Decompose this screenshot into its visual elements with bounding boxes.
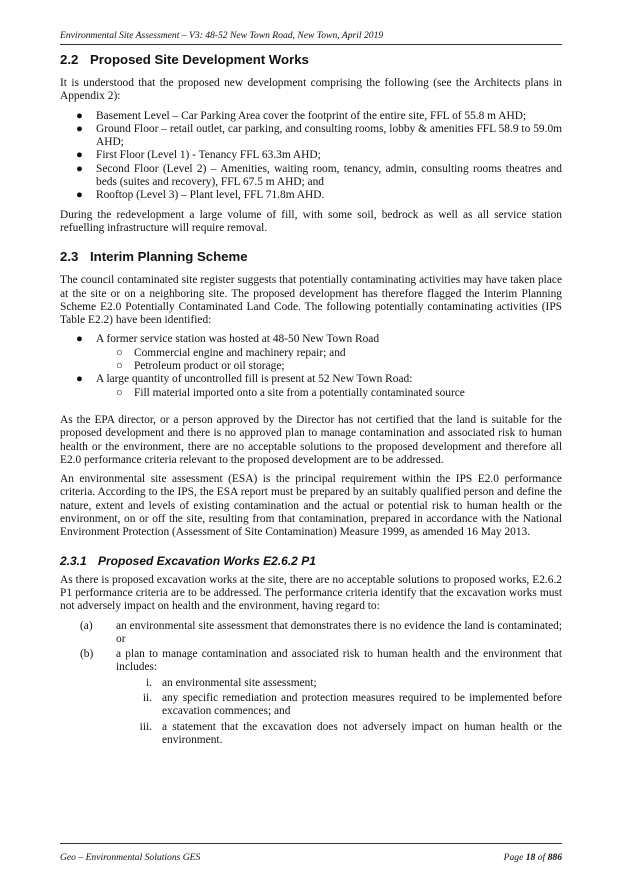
bullet-icon: ● <box>76 122 83 135</box>
item-label: (a) <box>80 619 93 632</box>
bullet-list <box>60 333 562 399</box>
criteria-item-b <box>60 648 562 675</box>
bullet-icon: ● <box>76 373 83 386</box>
subitem-text: an environmental site assessment; <box>162 676 317 689</box>
criteria-item-a <box>60 620 562 647</box>
criteria-subitem <box>60 677 562 690</box>
paragraph: It is understood that the proposed new development comprising the following (see the Architects plans in Appendix 2): <box>60 77 562 103</box>
criteria-subitem <box>60 721 562 748</box>
section-heading-2-2 <box>60 52 562 67</box>
sub-list-item: ○ Petroleum product or oil storage; <box>116 360 285 373</box>
list-item: ● Second Floor (Level 2) – Amenities, waiting room, tenancy, admin, consulting rooms theatres and beds (suites and recovery), FFL 67.5 m AHD; and <box>76 162 562 189</box>
bullet-list <box>60 110 562 203</box>
bullet-icon: ● <box>76 162 83 175</box>
footer-divider <box>60 843 562 844</box>
bullet-icon: ● <box>76 149 83 162</box>
section-title: Proposed Site Development Works <box>90 52 309 67</box>
item-label: (b) <box>80 648 94 661</box>
page-number: Page 18 of 886 <box>503 852 562 863</box>
list-item: ● Rooftop (Level 3) – Plant level, FFL 71.8m AHD. <box>76 189 325 202</box>
list-item: ● Basement Level – Car Parking Area cover the footprint of the entire site, FFL of 55.8 m AHD; <box>76 109 527 122</box>
paragraph: The council contaminated site register suggests that potentially contaminating activities may have taken place at the site or on a neighboring site. The proposed development has therefore flagged the Interim Planning Scheme E2.0 Potentially Contaminated Land Code. The following potentially contaminating activities (IPS Table E2.2) have been identified: <box>60 274 562 327</box>
subsection-heading-2-3-1 <box>60 554 562 568</box>
paragraph: As the EPA director, or a person approved by the Director has not certified that the land is suitable for the proposed development and there is no approved plan to manage contamination and associated risk to human health or the environment, there are no acceptable solutions to the proposed development and therefore all E2.0 performance criteria relevant to the proposed development are to be addressed. <box>60 413 562 466</box>
page-total: 886 <box>547 852 562 863</box>
list-item: ● First Floor (Level 1) - Tenancy FFL 63.3m AHD; <box>76 149 321 162</box>
item-text: a plan to manage contamination and associated risk to human health and the environment that includes: <box>116 648 562 674</box>
sub-bullet-list <box>96 387 562 400</box>
circle-bullet-icon: ○ <box>116 346 123 359</box>
page-content <box>60 52 562 749</box>
section-number: 2.3 <box>60 249 79 265</box>
header-divider <box>60 44 562 45</box>
list-item: ● Ground Floor – retail outlet, car parking, and consulting rooms, lobby & amenities FFL 58.9 to 59.0m AHD; <box>76 122 562 149</box>
subitem-label: i. <box>145 676 152 689</box>
page-current: 18 <box>525 852 536 863</box>
bullet-icon: ● <box>76 109 83 122</box>
bullet-icon: ● <box>76 333 83 346</box>
sub-bullet-list <box>96 347 562 374</box>
circle-bullet-icon: ○ <box>116 386 123 399</box>
list-item: ● A former service station was hosted at 48-50 New Town Road ○ Commercial engine and machinery repair; and ○ Petroleum product or oil storage; <box>60 333 562 373</box>
subitem-label: ii. <box>142 691 152 704</box>
paragraph: An environmental site assessment (ESA) is the principal requirement within the IPS E2.0 performance criteria. According to the IPS, the ESA report must be prepared by an suitably qualified person and define the nature, extent and levels of existing contamination and the actual or potential risk to human health or the environment, on or off the site, resulting from that contamination, prepared in accordance with the National Environment Protection (Assessment of Site Contamination) Measure 1999, as amended 16 May 2013. <box>60 473 562 539</box>
circle-bullet-icon: ○ <box>116 360 123 373</box>
sub-list-item: ○ Fill material imported onto a site from a potentially contaminated source <box>116 386 465 399</box>
section-heading-2-3 <box>60 249 562 264</box>
subitem-text: any specific remediation and protection measures required to be implemented before excavation commences; and <box>162 691 562 718</box>
footer-company: Geo – Environmental Solutions GES <box>60 852 201 863</box>
list-item: ● A large quantity of uncontrolled fill is present at 52 New Town Road: ○ Fill material imported onto a site from a potentially contaminated source <box>60 373 562 400</box>
subsection-title: Proposed Excavation Works E2.6.2 P1 <box>98 553 316 568</box>
page-header: Environmental Site Assessment – V3: 48-52 New Town Road, New Town, April 2019 <box>60 30 384 41</box>
bullet-icon: ● <box>76 189 83 202</box>
paragraph: During the redevelopment a large volume of fill, with some soil, bedrock as well as all service station refuelling infrastructure will require removal. <box>60 208 562 234</box>
paragraph: As there is proposed excavation works at the site, there are no acceptable solutions to proposed works, E2.6.2 P1 performance criteria are to be addressed. The performance criteria identify that the excavation works must not adversely impact on health and the environment, having regard to: <box>60 573 562 613</box>
subitem-label: iii. <box>139 720 152 733</box>
criteria-subitem <box>60 692 562 719</box>
sub-list-item: ○ Commercial engine and machinery repair; and <box>116 346 346 359</box>
section-number: 2.2 <box>60 52 79 67</box>
section-title: Interim Planning Scheme <box>90 249 248 265</box>
item-text: an environmental site assessment that demonstrates there is no evidence the land is contaminated; or <box>116 619 562 645</box>
subsection-number: 2.3.1 <box>60 553 87 568</box>
subitem-text: a statement that the excavation does not adversely impact on human health or the environment. <box>162 720 562 746</box>
